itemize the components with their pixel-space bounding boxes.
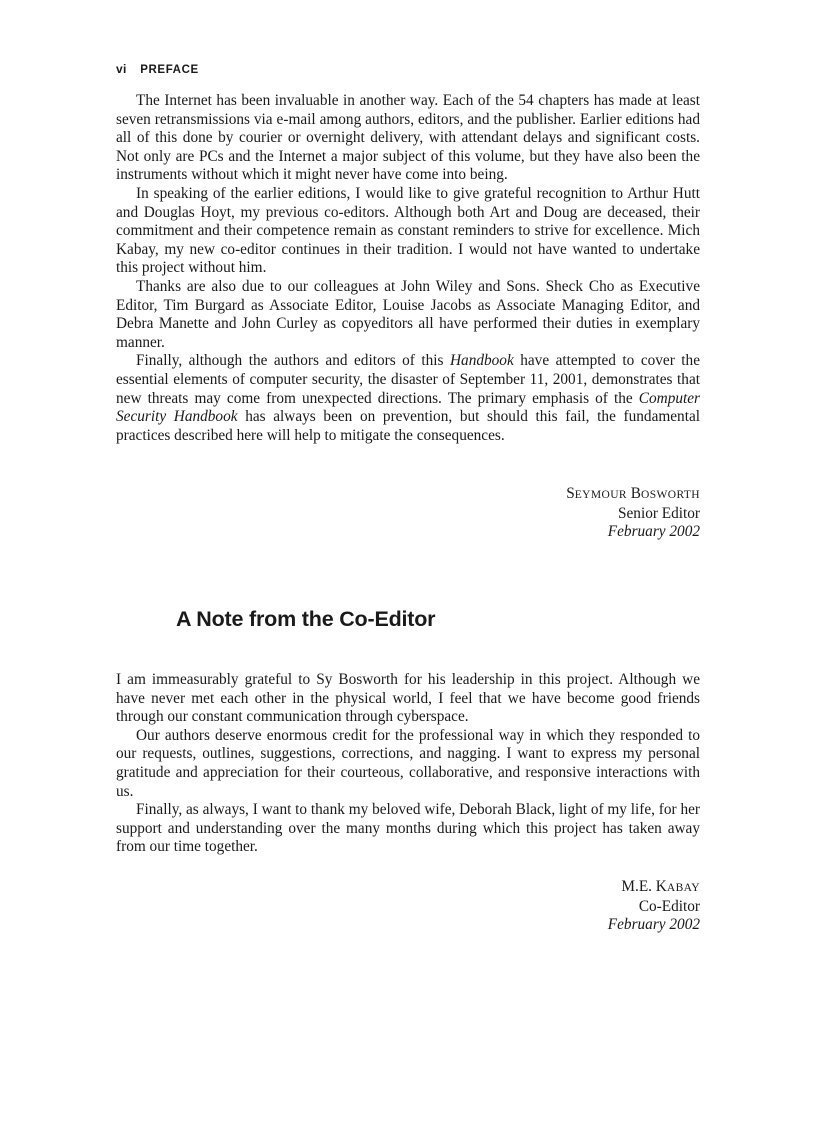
running-head [116,62,199,76]
preface-paragraph-1: The Internet has been invaluable in another way. Each of the 54 chapters has made at least seven retransmissions via e-mail among authors, editors, and the publisher. Earlier editions had all of this done by courier or overnight delivery, with attendant delays and significant costs. Not only are PCs and the Internet a major subject of this volume, but they have also been the instruments without which it might never have come into being. [116,92,700,184]
preface-body [116,92,700,445]
p4-text-a: Finally, although the authors and editors of this [136,352,450,370]
preface-paragraph-3: Thanks are also due to our colleagues at John Wiley and Sons. Sheck Cho as Executive Editor, Tim Burgard as Associate Editor, Louise Jacobs as Associate Managing Editor, and Debra Manette and John Curley as copyeditors all have performed their duties in exemplary manner. [116,277,700,351]
preface-paragraph-2: In speaking of the earlier editions, I would like to give grateful recognition to Arthur Hutt and Douglas Hoyt, my previous co-editors. Although both Art and Doug are deceased, their commitment and their competence remain as constant reminders to strive for excellence. Mich Kabay, my new co-editor continues in their tradition. I would not have wanted to undertake this project without him. [116,184,700,277]
signature-date: February 2002 [607,523,700,541]
coeditor-paragraph-1: I am immeasurably grateful to Sy Bosworth for his leadership in this project. Although we have never met each other in the physical world, I feel that we have become good friends through our constant communication through cyberspace. [116,671,700,726]
coeditor-paragraph-2: Our authors deserve enormous credit for the professional way in which they responded to our requests, outlines, suggestions, corrections, and nagging. I want to express my personal gratitude and appreciation for their courteous, collaborative, and responsive interactions with us. [116,726,700,800]
coeditor-paragraph-3: Finally, as always, I want to thank my beloved wife, Deborah Black, light of my life, for her support and understanding over the many months during which this project has taken away from our time together. [116,801,700,856]
running-head-title: PREFACE [140,64,199,76]
signature-name: M.E. KABAY [621,878,700,895]
preface-paragraph-4 [116,352,700,445]
section-heading: A Note from the Co-Editor [176,607,436,631]
p4-text-e: has always been on prevention, but should this fail, the fundamental practices described here will help to mitigate the consequences. [116,408,700,444]
senior-editor-signature [400,485,700,542]
signature-date: February 2002 [607,916,700,934]
signature-role: Co-Editor [638,897,700,915]
coeditor-body [116,671,700,857]
book-title-italic: Computer Security Handbook [116,389,700,426]
signature-name: SEYMOUR BOSWORTH [566,485,700,502]
p4-text-c: have attempted to cover the essential elements of computer security, the disaster of September 11, 2001, demonstrates that new threats may come from unexpected directions. The primary emphasis of the [116,352,700,407]
handbook-title-italic: Handbook [450,352,514,370]
page-number: vi [116,62,127,76]
signature-role: Senior Editor [618,504,700,522]
coeditor-signature [400,878,700,935]
